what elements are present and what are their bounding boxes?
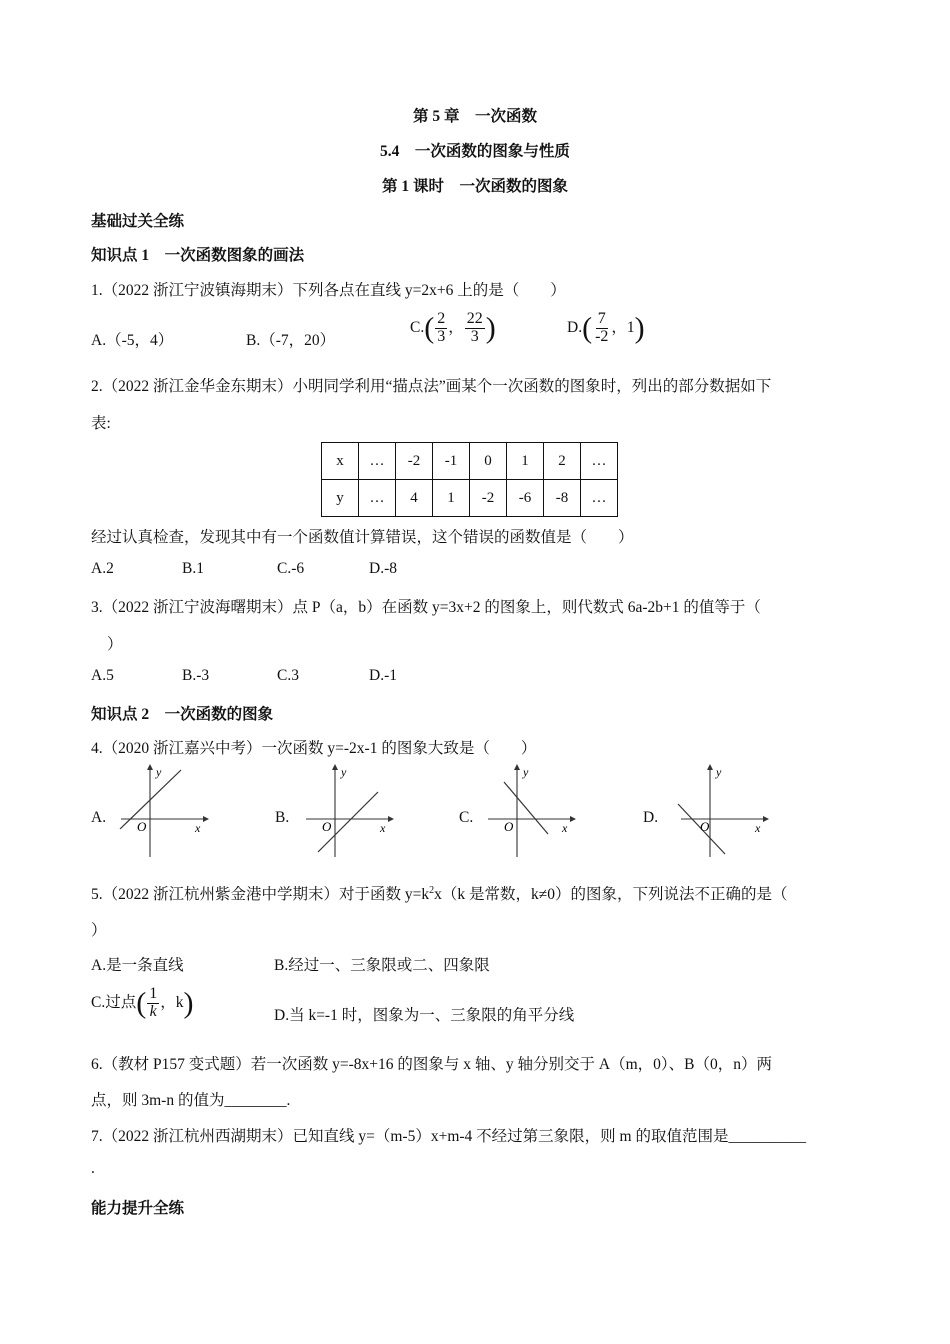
part-title-advanced: 能力提升全练 <box>91 1200 185 1217</box>
q3-stem-line2: ） <box>107 636 123 653</box>
y-axis-label: y <box>341 765 347 779</box>
q4-graph-a <box>115 762 210 858</box>
q2-stem-line2: 表: <box>91 415 111 432</box>
table-cell: … <box>359 480 396 517</box>
table-cell: 1 <box>433 480 470 517</box>
y-axis-label: y <box>716 765 722 779</box>
q5-stem-line1: 5.（2022 浙江杭州紫金港中学期末）对于函数 $y=k^2x(k$ 是常数，k≠0）的图象，下列说法不正确的是（ <box>91 884 788 903</box>
q3-option-c: C.3 <box>277 667 299 684</box>
q3-option-d: D.-1 <box>369 667 397 684</box>
q6-stem-line2: 点，则 3m-n 的值为________. <box>91 1092 291 1109</box>
y-axis-arrow-icon <box>514 764 520 770</box>
q7-stem-line1: 7.（2022 浙江杭州西湖期末）已知直线 y=（m-5）x+m-4 不经过第三象限，则 m 的取值范围是__________ <box>91 1128 806 1145</box>
table-cell: 0 <box>470 443 507 480</box>
y-axis-arrow-icon <box>332 764 338 770</box>
table-cell: 2 <box>544 443 581 480</box>
q1-option-c: C.( $\frac{2}{3}$ ， $\frac{22}{3}$ ) <box>410 310 496 345</box>
q4-option-a-label: A. <box>91 809 107 826</box>
y-axis-arrow-icon <box>707 764 713 770</box>
table-cell: -2 <box>396 443 433 480</box>
q5-c-fraction: $\frac{1}{k}$ <box>149 985 158 1020</box>
x-axis-label: x <box>755 821 761 835</box>
q3-option-b: B.-3 <box>182 667 210 684</box>
q1-option-a: A.（-5，4） <box>91 332 174 349</box>
knowledge-point-2: 知识点 2 一次函数的图象 <box>91 706 274 723</box>
q5-option-b: B.经过一、三象限或二、四象限 <box>274 957 490 974</box>
origin-label: O <box>137 819 147 834</box>
q2-stem-line3: 经过认真检查，发现其中有一个函数值计算错误，这个错误的函数值是（ ） <box>91 529 634 546</box>
x-axis-arrow-icon <box>570 816 576 822</box>
y-axis-arrow-icon <box>147 764 153 770</box>
q6-stem-line1: 6.（教材 P157 变式题）若一次函数 y=-8x+16 的图象与 x 轴、y 轴分别交于 A（m，0）、B（0，n）两 <box>91 1056 772 1073</box>
q1-stem: 1.（2022 浙江宁波镇海期末）下列各点在直线 y=2x+6 上的是（ ） <box>91 282 566 299</box>
q5-option-c: C.过点( $\frac{1}{k}$ ，k) <box>91 985 194 1020</box>
table-row-y <box>322 480 618 517</box>
y-axis-label: y <box>156 765 162 779</box>
q2-stem-line1: 2.（2022 浙江金华金东期末）小明同学利用“描点法”画某个一次函数的图象时，列出的部分数据如下 <box>91 378 772 395</box>
lesson-title: 第 1 课时 一次函数的图象 <box>381 178 568 195</box>
q4-option-d-label: D. <box>643 809 659 826</box>
x-axis-label: x <box>380 821 386 835</box>
q1-option-d: D.( $\frac{7}{-2}$ ，1) <box>567 310 645 345</box>
table-cell: … <box>581 480 618 517</box>
x-axis-arrow-icon <box>203 816 209 822</box>
origin-label: O <box>700 819 710 834</box>
q3-stem-line1: 3.（2022 浙江宁波海曙期末）点 P（a，b）在函数 y=3x+2 的图象上，则代数式 6a-2b+1 的值等于（ <box>91 599 761 616</box>
q3-option-a: A.5 <box>91 667 114 684</box>
table-cell: … <box>581 443 618 480</box>
q4-option-b-label: B. <box>275 809 290 826</box>
q4-stem: 4.（2020 浙江嘉兴中考）一次函数 y=-2x-1 的图象大致是（ ） <box>91 740 537 757</box>
table-cell: 1 <box>507 443 544 480</box>
q1-c-x-fraction: $\frac{2}{3}$ <box>437 310 446 345</box>
q2-data-table <box>321 442 618 517</box>
q1-d-label: D. <box>567 318 583 336</box>
q4-option-c-label: C. <box>459 809 474 826</box>
table-cell: y <box>322 480 359 517</box>
q4-graph-c <box>482 762 577 858</box>
q2-option-d: D.-8 <box>369 560 397 577</box>
x-axis-arrow-icon <box>763 816 769 822</box>
q1-d-x-fraction: $\frac{7}{-2}$ <box>595 310 609 345</box>
q2-option-c: C.-6 <box>277 560 305 577</box>
q1-c-label: C. <box>410 318 425 336</box>
table-row-x <box>322 443 618 480</box>
table-cell: x <box>322 443 359 480</box>
q5-option-d: D.当 k=-1 时，图象为一、三象限的角平分线 <box>274 1007 575 1024</box>
table-cell: -1 <box>433 443 470 480</box>
table-cell: … <box>359 443 396 480</box>
table-cell: -2 <box>470 480 507 517</box>
part-title-basic: 基础过关全练 <box>91 213 185 230</box>
table-cell: 4 <box>396 480 433 517</box>
section-title: 5.4 一次函数的图象与性质 <box>380 143 570 160</box>
q1-option-b: B.（-7，20） <box>246 332 336 349</box>
q7-stem-line2: . <box>91 1160 95 1177</box>
chapter-title: 第 5 章 一次函数 <box>412 108 537 125</box>
x-axis-label: x <box>562 821 568 835</box>
origin-label: O <box>504 819 514 834</box>
q2-option-a: A.2 <box>91 560 114 577</box>
x-axis-label: x <box>195 821 201 835</box>
q5-option-a: A.是一条直线 <box>91 957 184 974</box>
q5-stem-line2: ） <box>91 922 107 939</box>
q4-graph-b <box>300 762 395 858</box>
y-axis-label: y <box>523 765 529 779</box>
q4-graph-d <box>675 762 770 858</box>
table-cell: -6 <box>507 480 544 517</box>
table-cell: -8 <box>544 480 581 517</box>
x-axis-arrow-icon <box>388 816 394 822</box>
q1-c-y-fraction: $\frac{22}{3}$ <box>466 310 483 345</box>
q2-option-b: B.1 <box>182 560 204 577</box>
origin-label: O <box>322 819 332 834</box>
knowledge-point-1: 知识点 1 一次函数图象的画法 <box>91 247 305 264</box>
